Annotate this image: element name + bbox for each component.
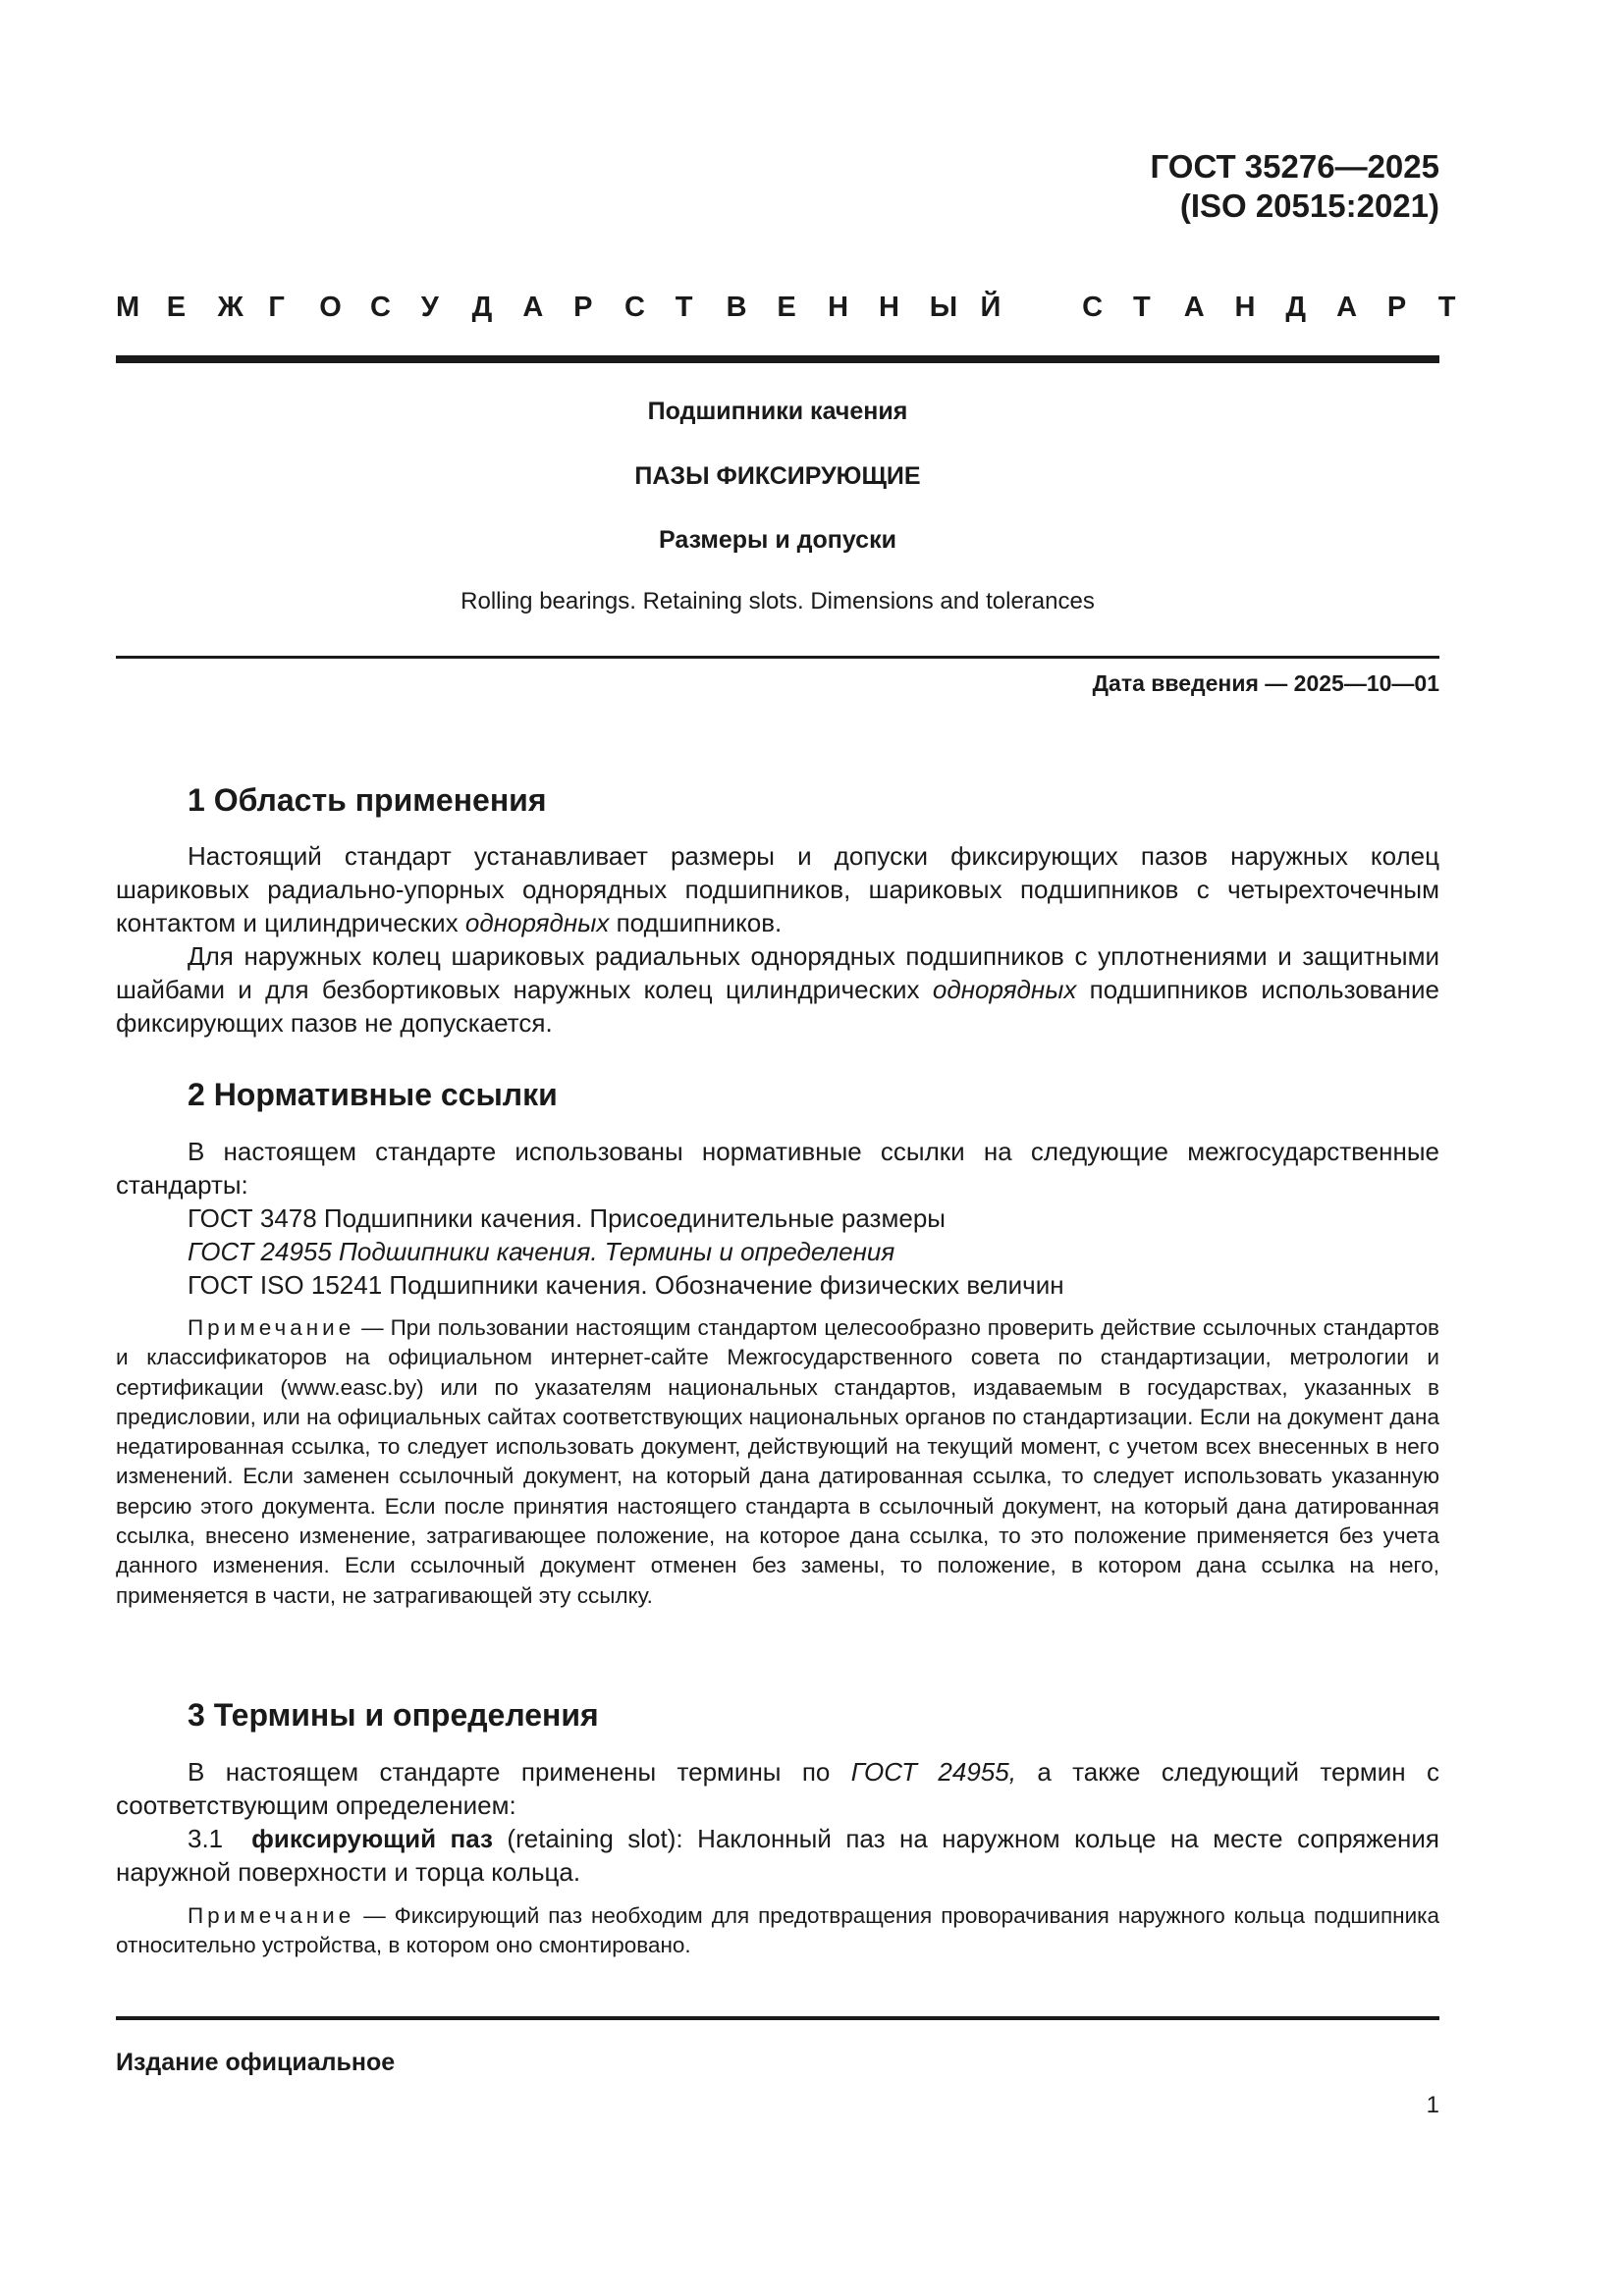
title-english: Rolling bearings. Retaining slots. Dimensions and tolerances [460,588,1095,614]
banner-letter: А [1336,292,1358,323]
banner-letter: Н [828,292,849,323]
title-subtitle: Размеры и допуски [659,526,896,554]
banner-letter: С [369,292,391,323]
note-label: Примечание [188,1903,355,1928]
reference-gost-iso-15241: ГОСТ ISO 15241 Подшипники качения. Обозначение физических величин [188,1270,1064,1300]
section-3-intro [116,1755,1439,1822]
introduction-date: Дата введения — 2025—10—01 [1092,670,1439,696]
banner-letter [1031,290,1032,325]
note-label: Примечание [188,1315,355,1340]
text-run: а также следующий термин с соответствующим определением: [116,1757,1440,1820]
section-3-body [116,1755,1439,1889]
banner-letter: Д [471,292,493,323]
note-text: — Фиксирующий паз необходим для предотвращения проворачивания наружного кольца подшипника относительно устройства, в котором оно смонтировано. [116,1903,1439,1958]
banner-letter: Т [1437,292,1456,323]
banner-letter: Й [980,292,1001,323]
emphasis: ГОСТ 24955, [850,1757,1016,1787]
banner-letter: Н [878,292,899,323]
banner-letter: В [726,292,747,323]
title-subject: Подшипники качения [647,398,908,425]
section-3-note [116,1901,1439,1961]
term-definition: (retaining slot): Наклонный паз на наружном кольце на месте сопряжения наружной поверхности и торца кольца. [116,1824,1440,1887]
section-1-body [116,839,1439,1040]
title-main: ПАЗЫ ФИКСИРУЮЩИЕ [634,462,921,490]
banner-letter: А [522,292,544,323]
banner-letter: У [420,292,439,323]
document-designation [1151,147,1439,226]
note-text: — При пользовании настоящим стандартом целесообразно проверить действие ссылочных стандартов и классификаторов на официальном интернет-сайте Межгосударственного совета по стандартизации, метрологии и сертификации (www.easc.by) или по указателям национальных стандартов, издаваемым в государствах, указанных в предисловии, или на официальных сайтах соответствующих национальных органов по стандартизации. Если на документ дана недатированная ссылка, то следует использовать документ, действующий на текущий момент, с учетом всех внесенных в него изменений. Если заменен ссылочный документ, на который дана датированная ссылка, то следует использовать указанную версию этого документа. Если после принятия настоящего стандарта в ссылочный документ, на который дана датированная ссылка, внесено изменение, затрагивающее положение, на которое дана ссылка, то это положение применяется без учета данного изменения. Если ссылочный документ отменен без замены, то положение, в котором дана ссылка на него, применяется в части, не затрагивающей эту ссылку. [116,1315,1439,1608]
emphasis: однорядных [464,908,610,937]
banner-letter: А [1183,292,1205,323]
banner-letter: С [623,292,645,323]
official-edition-label: Издание официальное [116,2049,396,2076]
title-rule [116,656,1439,659]
text-run: Для наружных колец шариковых радиальных однорядных подшипников с уплотнениями и защитными шайбами и для безбортиковых наружных колец цилиндрических [116,941,1439,1004]
text-run: подшипников использование фиксирующих пазов не допускается. [116,975,1439,1038]
iso-number: (ISO 20515:2021) [1179,187,1439,224]
banner-letter: С [1082,292,1104,323]
section-1-paragraph-2 [116,939,1439,1040]
emphasis: ГОСТ 24955 Подшипники качения. Термины и определения [188,1237,895,1266]
section-2-intro-text: В настоящем стандарте использованы нормативные ссылки на следующие межгосударственные стандарты: [116,1137,1439,1200]
gost-number: ГОСТ 35276—2025 [1150,148,1439,185]
banner-letter: О [319,292,342,323]
reference-gost-3478: ГОСТ 3478 Подшипники качения. Присоединительные размеры [188,1203,946,1233]
term-definition-3-1 [116,1822,1439,1889]
banner-letter: Ы [929,292,958,323]
banner-letter: Г [268,292,285,323]
banner-letter: Е [777,292,796,323]
banner-letter: Д [1285,292,1306,323]
section-1-heading: 1 Область применения [188,782,547,818]
text-run: Настоящий стандарт устанавливает размеры и допуски фиксирующих пазов наружных колец шариковых радиально-упорных однорядных подшипников, шариковых подшипников с четырехточечным контактом и цилиндрических [116,841,1439,937]
banner-letter: Н [1234,292,1256,323]
text-run: В настоящем стандарте применены термины по [188,1757,851,1787]
section-2-note [116,1313,1439,1611]
banner-letter: Р [1386,292,1407,323]
footer-rule [116,2016,1439,2020]
header-rule [116,355,1439,363]
emphasis: однорядных [932,975,1077,1004]
banner-letter: М [116,292,140,323]
term-number: 3.1 [188,1824,252,1853]
page-number: 1 [1426,2092,1439,2118]
section-1-paragraph-1 [116,839,1439,939]
section-2-heading: 2 Нормативные ссылки [188,1077,558,1112]
banner-letter: Т [1132,292,1151,323]
interstate-standard-banner [116,290,1456,325]
reference-gost-24955 [188,1235,894,1268]
section-2-intro [116,1135,1439,1201]
text-run: подшипников. [609,908,783,937]
section-3-heading: 3 Термины и определения [188,1697,599,1733]
banner-letter: Р [573,292,593,323]
term-name: фиксирующий паз [251,1824,493,1853]
banner-letter: Ж [217,292,244,323]
banner-letter: Е [166,292,187,323]
banner-letter: Т [675,292,693,323]
